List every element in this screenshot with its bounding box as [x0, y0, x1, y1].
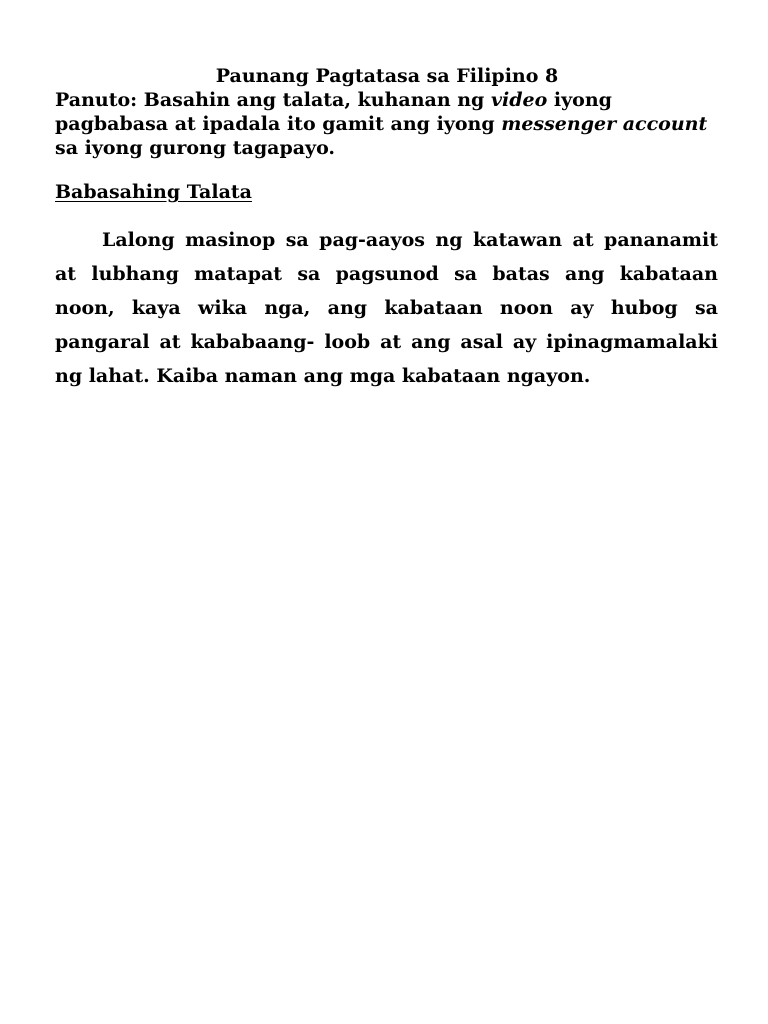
instructions-text: Panuto: Basahin ang talata, kuhanan ng [55, 89, 491, 111]
instructions-block [55, 88, 735, 160]
instructions-emphasis: video [490, 89, 548, 111]
instructions-text: pagbabasa at ipadala ito gamit ang iyong [55, 113, 502, 135]
section-heading: Babasahing Talata [55, 181, 252, 203]
instructions-emphasis: messenger account [501, 113, 708, 135]
paragraph-line: at lubhang matapat sa pagsunod sa batas ang kabataan [55, 263, 718, 285]
paragraph-line: noon, kaya wika nga, ang kabataan noon ay hubog sa [55, 297, 718, 319]
instructions-line-3: sa iyong gurong tagapayo. [55, 137, 336, 159]
document-title: Paunang Pagtatasa sa Filipino 8 [215, 65, 559, 87]
paragraph-line: Lalong masinop sa pag-aayos ng katawan at pananamit [102, 229, 718, 251]
instructions-line-1 [55, 88, 735, 112]
reading-paragraph [55, 223, 718, 393]
instructions-line-2 [55, 112, 735, 136]
instructions-text: iyong [547, 89, 612, 111]
paragraph-line: pangaral at kababaang- loob at ang asal ay ipinagmamalaki [55, 331, 718, 353]
paragraph-line: ng lahat. Kaiba naman ang mga kabataan ngayon. [55, 365, 591, 387]
